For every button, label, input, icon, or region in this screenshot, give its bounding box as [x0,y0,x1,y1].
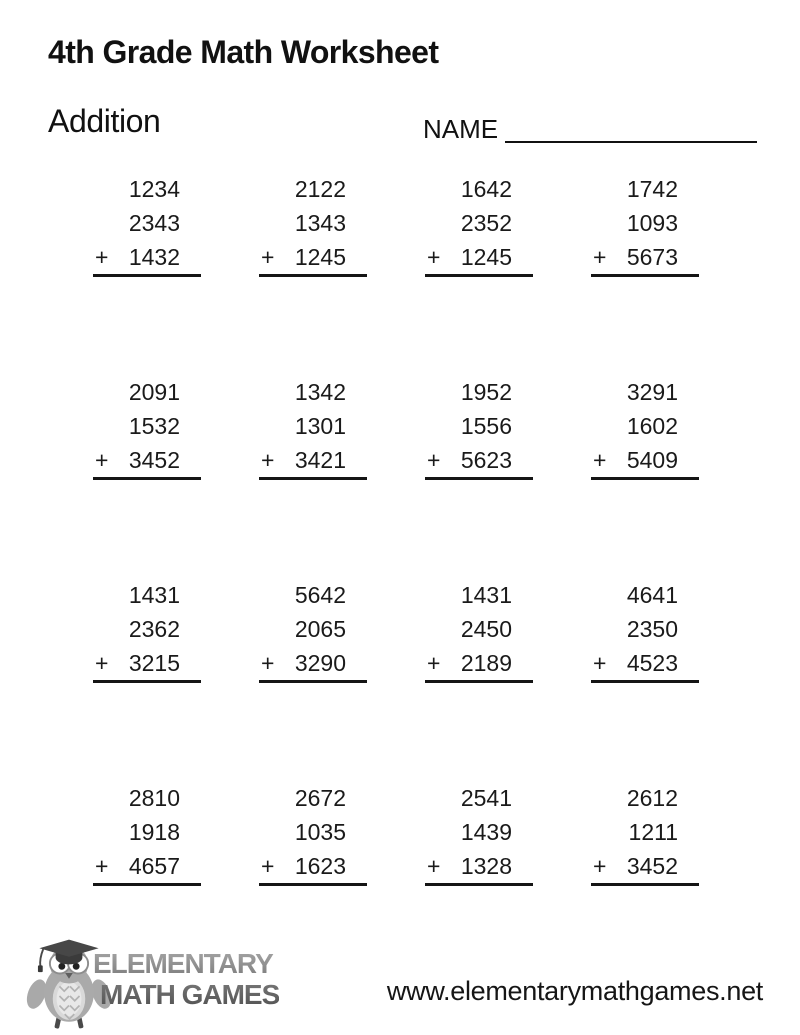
addend-1: 1431 [128,582,180,608]
operator-row [93,646,201,680]
addend-2: 1301 [294,413,346,439]
operator-row [259,849,367,883]
addend-2: 1093 [626,210,678,236]
operator-row [425,240,533,274]
operator-row [259,443,367,477]
addend-2: 1918 [128,819,180,845]
addend-1: 1952 [460,379,512,405]
addition-problem [93,375,201,480]
logo-line2: MATH GAMES [100,979,280,1010]
operator-row [93,443,201,477]
addend-3: 3452 [128,447,180,473]
addend-1: 1431 [460,582,512,608]
addend-2: 1343 [294,210,346,236]
plus-operator-icon: + [261,853,275,879]
operator-row [591,240,699,274]
addend-2: 2362 [128,616,180,642]
addend-1: 1642 [460,176,512,202]
addend-3: 1623 [294,853,346,879]
addend-3: 3421 [294,447,346,473]
operator-row [591,849,699,883]
addition-problem [259,375,367,480]
addend-2: 2065 [294,616,346,642]
addition-problem [591,375,699,480]
plus-operator-icon: + [593,853,607,879]
plus-operator-icon: + [593,447,607,473]
addend-2: 2350 [626,616,678,642]
addition-problem [93,578,201,683]
plus-operator-icon: + [95,447,109,473]
addend-1: 2122 [294,176,346,202]
addend-1: 1342 [294,379,346,405]
addend-3: 5673 [626,244,678,270]
plus-operator-icon: + [95,853,109,879]
plus-operator-icon: + [427,650,441,676]
addend-1: 3291 [626,379,678,405]
logo-line1: ELEMENTARY [93,948,273,979]
addend-1: 1742 [626,176,678,202]
addition-problem [425,375,533,480]
addend-1: 2672 [294,785,346,811]
plus-operator-icon: + [593,650,607,676]
plus-operator-icon: + [261,447,275,473]
addend-3: 3452 [626,853,678,879]
addition-problem [259,172,367,277]
addend-2: 1439 [460,819,512,845]
problems-grid [93,172,699,886]
addend-2: 1556 [460,413,512,439]
plus-operator-icon: + [427,447,441,473]
addend-3: 1328 [460,853,512,879]
addend-2: 1532 [128,413,180,439]
addend-2: 2343 [128,210,180,236]
addend-3: 1245 [294,244,346,270]
logo-wordmark [93,948,279,1010]
addition-problem [425,781,533,886]
addend-3: 4657 [128,853,180,879]
section-heading: Addition [48,103,161,139]
addend-3: 5409 [626,447,678,473]
addend-2: 2450 [460,616,512,642]
addend-2: 1602 [626,413,678,439]
operator-row [93,849,201,883]
operator-row [93,240,201,274]
addend-3: 1432 [128,244,180,270]
addend-1: 1234 [128,176,180,202]
website-url: www.elementarymathgames.net [386,976,763,1006]
addend-3: 1245 [460,244,512,270]
operator-row [425,849,533,883]
addend-1: 2091 [128,379,180,405]
addend-1: 2810 [128,785,180,811]
addend-3: 4523 [626,650,678,676]
addition-problem [259,781,367,886]
plus-operator-icon: + [95,244,109,270]
plus-operator-icon: + [427,244,441,270]
plus-operator-icon: + [593,244,607,270]
addition-problem [591,172,699,277]
addition-problem [425,172,533,277]
operator-row [259,240,367,274]
footer [0,928,800,1035]
addend-2: 1211 [628,819,678,845]
operator-row [425,646,533,680]
name-label: NAME [423,114,499,144]
addition-problem [591,578,699,683]
addend-1: 5642 [294,582,346,608]
addition-problem [259,578,367,683]
addend-3: 2189 [460,650,512,676]
addend-1: 2541 [460,785,512,811]
addend-2: 2352 [460,210,512,236]
operator-row [425,443,533,477]
addend-3: 5623 [460,447,512,473]
addition-problem [93,172,201,277]
plus-operator-icon: + [427,853,441,879]
addend-3: 3290 [294,650,346,676]
plus-operator-icon: + [261,650,275,676]
addend-1: 2612 [626,785,678,811]
operator-row [591,646,699,680]
plus-operator-icon: + [261,244,275,270]
operator-row [259,646,367,680]
name-blank-line [505,110,757,143]
addition-problem [425,578,533,683]
addition-problem [93,781,201,886]
worksheet-title: 4th Grade Math Worksheet [48,34,439,70]
addend-1: 4641 [626,582,678,608]
addend-2: 1035 [294,819,346,845]
addend-3: 3215 [128,650,180,676]
plus-operator-icon: + [95,650,109,676]
addition-problem [591,781,699,886]
operator-row [591,443,699,477]
